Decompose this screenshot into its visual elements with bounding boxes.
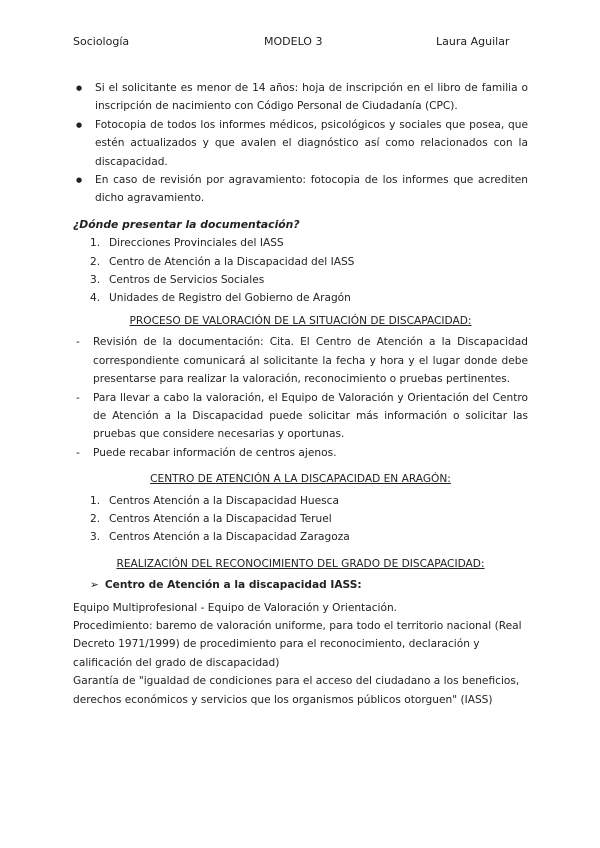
- list-item: 1. Centros Atención a la Discapacidad Huesca: [90, 494, 339, 507]
- list-item: ● En caso de revisión por agravamiento: fotocopia de los informes que acrediten dicho agravamiento.: [73, 171, 528, 208]
- list-item: - Puede recabar información de centros ajenos.: [73, 444, 528, 462]
- document-body: [73, 79, 528, 709]
- requirements-list: [73, 79, 528, 208]
- list-item: 3. Centros de Servicios Sociales: [90, 274, 265, 287]
- header-author: Laura Aguilar: [436, 35, 510, 48]
- list-item: ● Si el solicitante es menor de 14 años: hoja de inscripción en el libro de familia o inscripción de nacimiento con Código Personal de Ciudadanía (CPC).: [73, 79, 528, 116]
- recognition-paragraph: Equipo Multiprofesional - Equipo de Valoración y Orientación.: [73, 601, 398, 614]
- where-title: ¿Dónde presentar la documentación?: [73, 217, 300, 231]
- list-item: - Revisión de la documentación: Cita. El Centro de Atención a la Discapacidad correspondiente comunicará al solicitante la fecha y hora y el lugar donde debe presentarse para realizar la valoración, reconocimiento o pruebas pertinentes.: [73, 333, 528, 388]
- process-title: PROCESO DE VALORACIÓN DE LA SITUACIÓN DE DISCAPACIDAD:: [129, 314, 472, 327]
- list-item: 2. Centro de Atención a la Discapacidad del IASS: [90, 255, 355, 268]
- recognition-title: REALIZACIÓN DEL RECONOCIMIENTO DEL GRADO DE DISCAPACIDAD:: [116, 557, 485, 570]
- header-model: MODELO 3: [264, 35, 323, 48]
- recognition-heading: ➢ Centro de Atención a la discapacidad IASS:: [90, 579, 362, 592]
- centers-list: [73, 492, 528, 547]
- process-list: [73, 333, 528, 462]
- list-item: 4. Unidades de Registro del Gobierno de Aragón: [90, 292, 351, 305]
- header-subject: Sociología: [73, 35, 130, 48]
- centers-title: CENTRO DE ATENCIÓN A LA DISCAPACIDAD EN ARAGÓN:: [150, 473, 451, 486]
- list-item: 1. Direcciones Provinciales del IASS: [90, 237, 284, 250]
- list-item: 3. Centros Atención a la Discapacidad Zaragoza: [90, 531, 350, 544]
- list-item: ● Fotocopia de todos los informes médicos, psicológicos y sociales que posea, que estén actualizados y que avalen el diagnóstico así como relacionados con la discapacidad.: [73, 116, 528, 171]
- page-header: [73, 35, 533, 51]
- list-item: 2. Centros Atención a la Discapacidad Teruel: [90, 512, 332, 525]
- recognition-paragraph: Garantía de "igualdad de condiciones para el acceso del ciudadano a los beneficios, derechos económicos y servicios que los organismos públicos otorguen" (IASS): [73, 675, 520, 706]
- where-list: [73, 234, 528, 308]
- recognition-paragraph: Procedimiento: baremo de valoración uniforme, para todo el territorio nacional (Real Decreto 1971/1999) de procedimiento para el reconocimiento, declaración y calificación del grado de discapacidad): [73, 619, 522, 669]
- list-item: - Para llevar a cabo la valoración, el Equipo de Valoración y Orientación del Centro de Atención a la Discapacidad puede solicitar más información o solicitar las pruebas que considere necesarias y oportunas.: [73, 389, 528, 444]
- arrow-icon: ➢: [90, 579, 99, 592]
